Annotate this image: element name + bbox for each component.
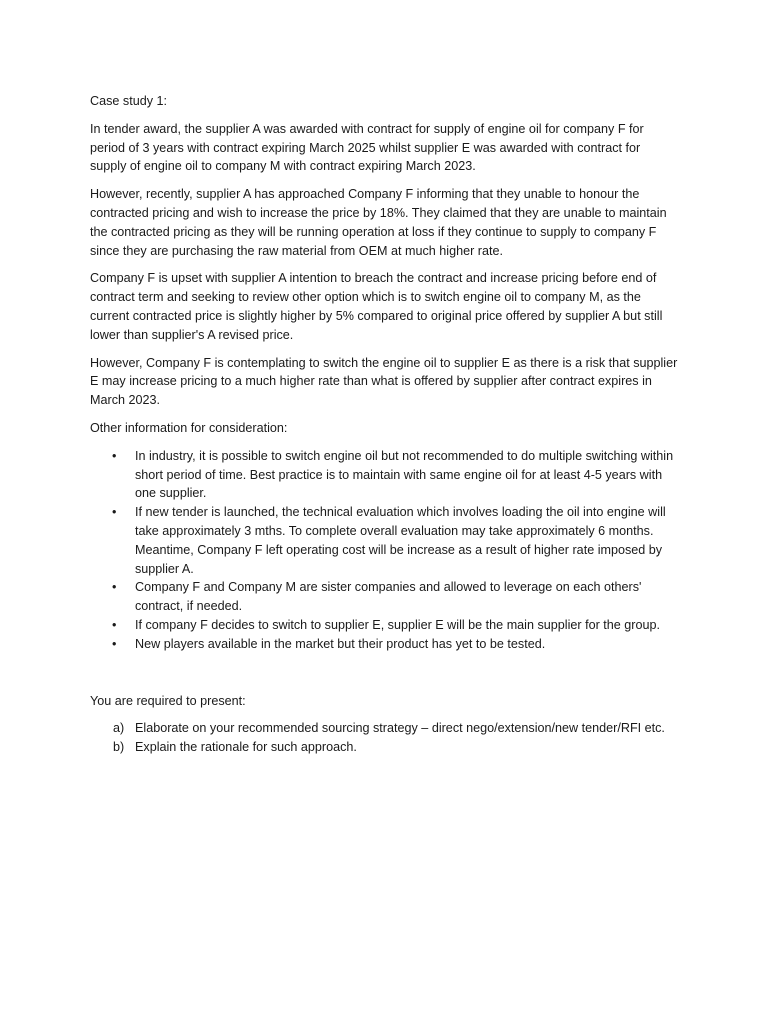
- required-intro: You are required to present:: [90, 693, 246, 708]
- task-text: Explain the rationale for such approach.: [135, 740, 357, 755]
- task-marker: a): [113, 721, 125, 736]
- list-item: [112, 503, 680, 578]
- list-item: [113, 738, 680, 757]
- section-spacer: [90, 654, 680, 692]
- list-item: [113, 719, 680, 738]
- task-list: [90, 719, 680, 757]
- paragraph-other-information: Other information for consideration:: [90, 420, 288, 435]
- bullet-icon: •: [112, 617, 117, 632]
- list-item: [112, 578, 680, 616]
- bullet-text: Company F and Company M are sister companies and allowed to leverage on each others' contract, if needed.: [135, 580, 642, 614]
- task-marker: b): [113, 740, 125, 755]
- list-item: [112, 447, 680, 503]
- paragraph-price-increase: However, recently, supplier A has approached Company F informing that they unable to honour the contracted pricing and wish to increase the price by 18%. They claimed that they are unable to maintain the contracted pricing as they will be running operation at loss if they continue to supply to company F since they are purchasing the raw material from OEM at much higher rate.: [90, 187, 667, 258]
- paragraph-contemplating-switch: However, Company F is contemplating to switch the engine oil to supplier E as there is a risk that supplier E may increase pricing to a much higher rate than what is offered by supplier after contract expires in March 2023.: [90, 355, 678, 408]
- bullet-icon: •: [112, 448, 117, 463]
- paragraph-tender-award: In tender award, the supplier A was awarded with contract for supply of engine oil for company F for period of 3 years with contract expiring March 2025 whilst supplier E was awarded with contract for supply of engine oil to company M with contract expiring March 2023.: [90, 121, 644, 174]
- paragraph-company-f-upset: Company F is upset with supplier A intention to breach the contract and increase pricing before end of contract term and seeking to review other option which is to switch engine oil to company M, as the current contracted price is slightly higher by 5% compared to original price offered by supplier A but still lower than supplier's A revised price.: [90, 271, 663, 342]
- bullet-icon: •: [112, 505, 117, 520]
- case-study-heading: Case study 1:: [90, 94, 168, 108]
- consideration-bullet-list: [90, 447, 680, 654]
- bullet-icon: •: [112, 580, 117, 595]
- task-text: Elaborate on your recommended sourcing strategy – direct nego/extension/new tender/RFI etc.: [135, 721, 665, 736]
- bullet-icon: •: [112, 636, 117, 651]
- bullet-text: New players available in the market but their product has yet to be tested.: [135, 636, 546, 651]
- list-item: [112, 635, 680, 654]
- bullet-text: If company F decides to switch to supplier E, supplier E will be the main supplier for the group.: [135, 617, 660, 632]
- bullet-text: If new tender is launched, the technical evaluation which involves loading the oil into engine will take approximately 3 mths. To complete overall evaluation may take approximately 6 months. Meantime, Company F left operating cost will be increase as a result of higher rate imposed by supplier A.: [135, 505, 666, 576]
- bullet-text: In industry, it is possible to switch engine oil but not recommended to do multiple switching within short period of time. Best practice is to maintain with same engine oil for at least 4-5 years with one supplier.: [135, 448, 674, 501]
- list-item: [112, 616, 680, 635]
